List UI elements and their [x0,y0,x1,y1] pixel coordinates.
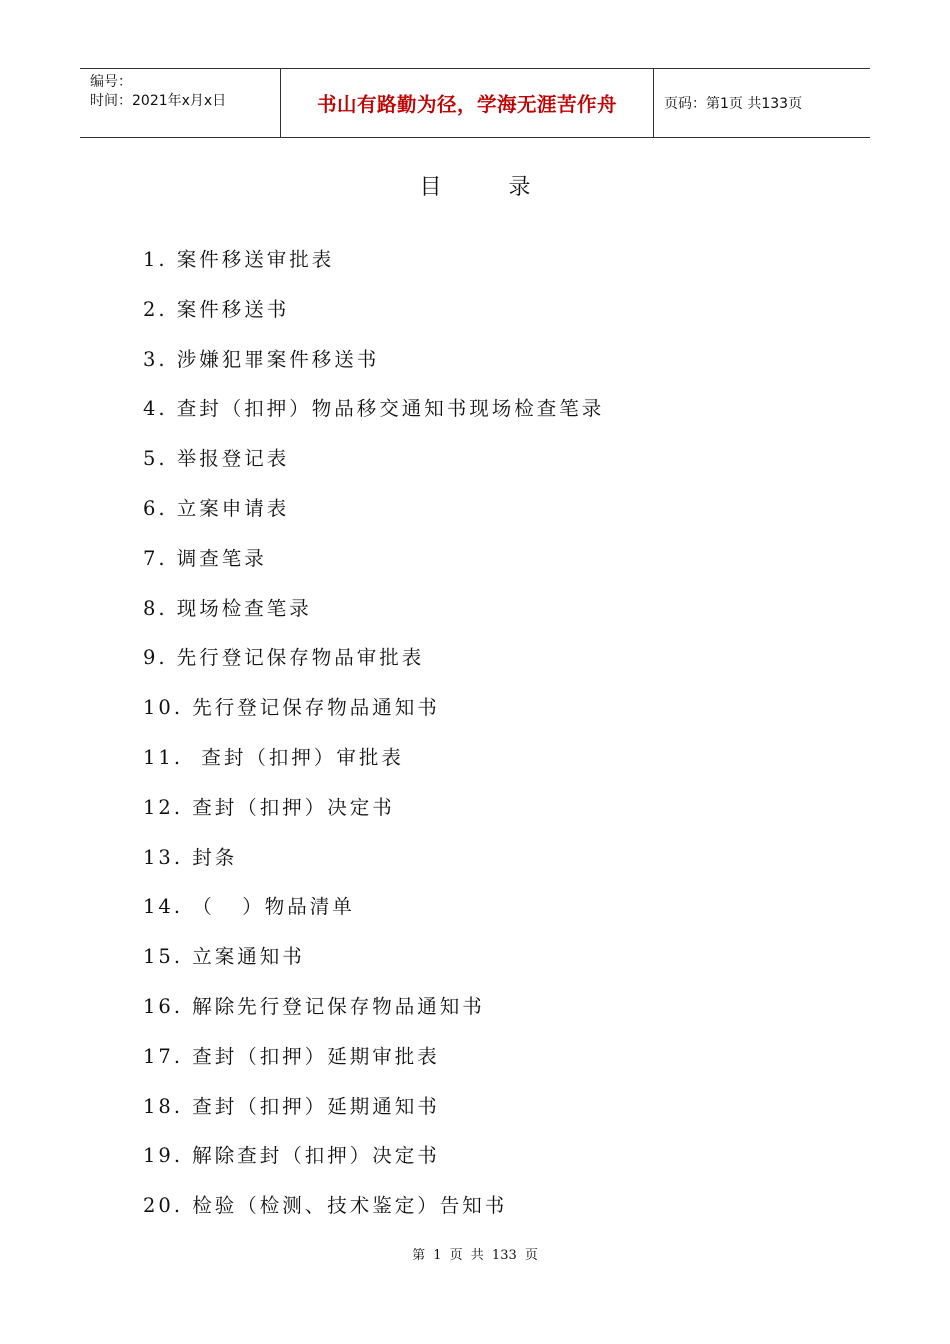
toc-item: 20. 检验（检测、技术鉴定）告知书 [143,1194,508,1218]
document-number-label: 编号： [90,74,132,90]
toc-item: 10. 先行登记保存物品通知书 [143,696,440,720]
toc-item: 15. 立案通知书 [143,945,305,969]
toc-item: 9. 先行登记保存物品审批表 [143,646,425,670]
page-title: 目 录 [419,175,561,200]
toc-item: 8. 现场检查笔录 [143,596,312,620]
toc-item: 2. 案件移送书 [143,297,290,321]
header-meta [80,69,281,137]
header-page-cell [654,69,870,137]
toc-item: 1. 案件移送审批表 [143,248,335,271]
toc-item: 16. 解除先行登记保存物品通知书 [143,994,485,1018]
table-of-contents [143,240,604,1236]
document-time: 时间：2021年x月x日 [90,93,227,109]
toc-item: 18. 查封（扣押）延期通知书 [143,1094,440,1118]
header-motto-cell [281,69,654,137]
toc-item: 19. 解除查封（扣押）决定书 [143,1144,440,1168]
header-page-info: 页码：第1页 共133页 [664,96,803,112]
toc-item: 12. 查封（扣押）决定书 [143,795,395,819]
toc-item: 17. 查封（扣押）延期审批表 [143,1044,440,1068]
document-header [80,68,870,138]
toc-item: 6. 立案申请表 [143,496,290,520]
toc-item: 14. （ ）物品清单 [143,895,355,919]
header-motto: 书山有路勤为径，学海无涯苦作舟 [316,93,617,116]
toc-item: 11. 查封（扣押）审批表 [143,745,404,769]
toc-item: 13. 封条 [143,845,238,869]
toc-item: 5. 举报登记表 [143,447,290,471]
page-footer: 第 1 页 共 133 页 [412,1248,538,1263]
toc-item: 4. 查封（扣押）物品移交通知书现场检查笔录 [143,397,605,421]
toc-item: 7. 调查笔录 [143,546,267,570]
toc-item: 3. 涉嫌犯罪案件移送书 [143,347,380,371]
